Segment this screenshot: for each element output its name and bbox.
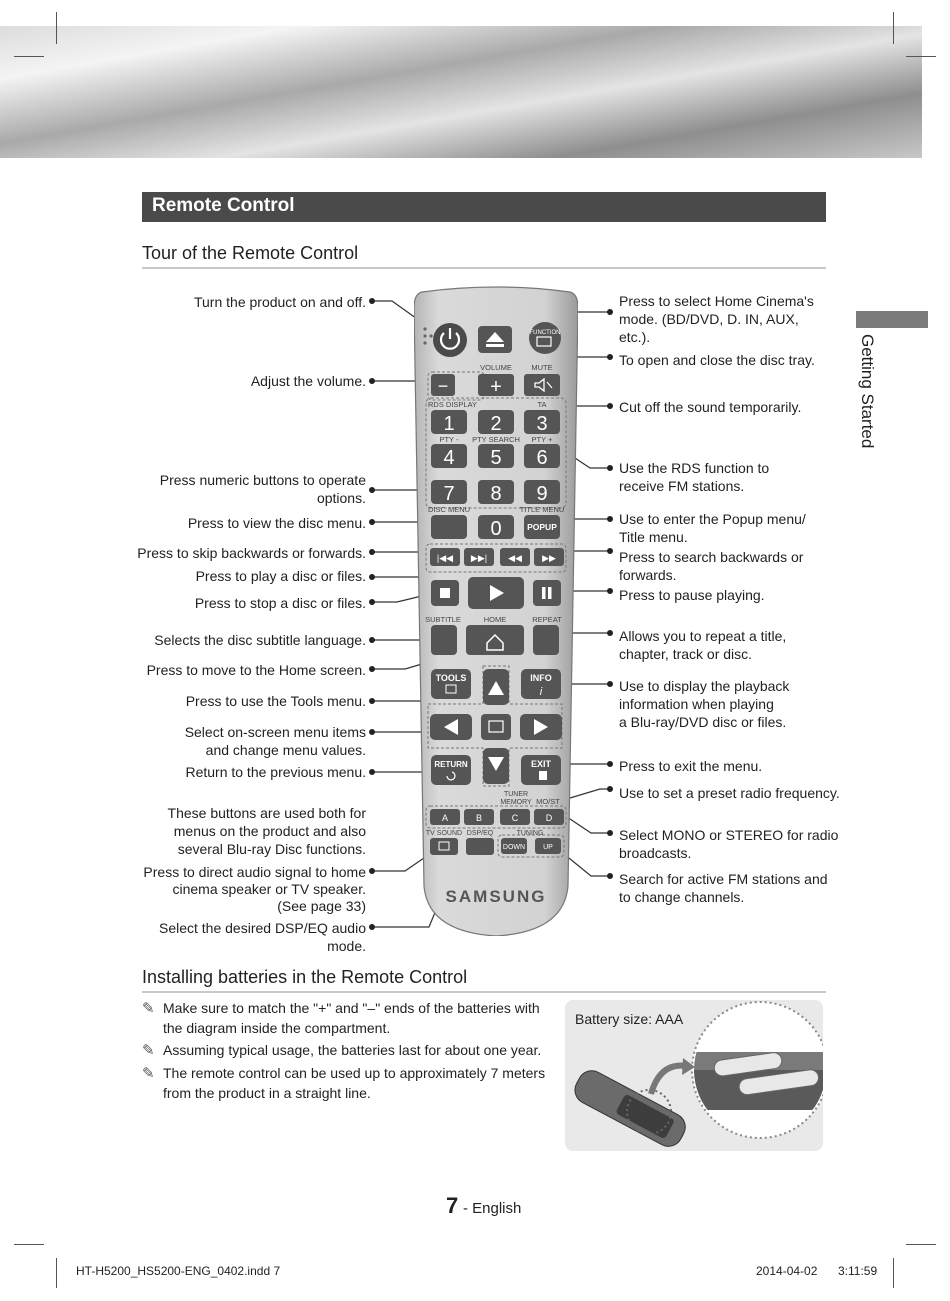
digit-8-button (478, 480, 514, 505)
stop-button (431, 580, 459, 606)
svg-text:i: i (539, 686, 543, 698)
svg-text:VOLUME: VOLUME (480, 363, 512, 372)
label-eject: To open and close the disc tray. (619, 352, 815, 368)
eject-button (478, 326, 512, 353)
svg-text:FUNCTION: FUNCTION (529, 330, 561, 336)
label-volume: Adjust the volume. (250, 373, 366, 389)
function-button (529, 322, 561, 354)
volume-up-button (478, 374, 514, 398)
popup-button (524, 515, 560, 539)
volume-down-button (431, 374, 455, 396)
left-arrow-button (430, 714, 472, 740)
remote-control-illustration (414, 286, 578, 936)
page-language: - English (463, 1200, 522, 1217)
svg-text:DSP/EQ: DSP/EQ (466, 830, 494, 837)
tools-button (431, 669, 471, 699)
disc-menu-button (431, 515, 467, 539)
label-skip: Press to skip backwards or forwards. (137, 545, 366, 561)
svg-text:3: 3 (536, 413, 548, 435)
label-popup: Use to enter the Popup menu/ (619, 511, 806, 527)
home-button (466, 625, 524, 655)
label-tv-sound-2: cinema speaker or TV speaker. (172, 881, 366, 897)
footer-time: 3:11:59 (838, 1264, 878, 1278)
label-home: Press to move to the Home screen. (146, 662, 366, 678)
side-tab-label: Getting Started (858, 334, 877, 449)
digit-6-button (524, 444, 560, 469)
svg-text:TOOLS: TOOLS (435, 673, 467, 683)
note-pencil-icon: ✎ (142, 1042, 155, 1059)
svg-text:PTY -: PTY - (439, 435, 459, 444)
label-stop: Press to stop a disc or files. (194, 595, 366, 611)
svg-text:2: 2 (490, 413, 502, 435)
heading-rule (142, 991, 826, 993)
svg-text:▶▶|: ▶▶| (470, 553, 488, 563)
svg-text:◀◀: ◀◀ (508, 553, 522, 563)
label-function-3: etc.). (619, 329, 651, 345)
tuning-up-button (535, 838, 561, 854)
svg-text:INFO: INFO (530, 673, 552, 683)
note-pencil-icon: ✎ (142, 1000, 155, 1017)
label-popup-2: Title menu. (619, 529, 688, 545)
crop-mark (14, 1244, 44, 1245)
svg-text:UP: UP (543, 844, 553, 851)
battery-note-1: Make sure to match the "+" and "–" ends of the batteries with (163, 1000, 540, 1016)
svg-text:|◀◀: |◀◀ (436, 553, 454, 563)
svg-text:RDS DISPLAY: RDS DISPLAY (428, 400, 478, 409)
crop-mark (893, 1258, 894, 1288)
exit-button (521, 755, 561, 785)
svg-text:6: 6 (536, 447, 548, 469)
label-play: Press to play a disc or files. (195, 568, 366, 584)
tuning-down-button (501, 838, 527, 854)
svg-text:MUTE: MUTE (531, 363, 553, 372)
svg-text:SAMSUNG: SAMSUNG (445, 887, 547, 906)
crop-mark (906, 1244, 936, 1245)
enter-button (481, 714, 511, 740)
label-repeat-2: chapter, track or disc. (619, 646, 753, 662)
label-rds: Use the RDS function to (619, 460, 770, 476)
label-color-buttons-3: several Blu-ray Disc functions. (177, 841, 366, 857)
digit-3-button (524, 410, 560, 435)
svg-text:7: 7 (443, 483, 455, 505)
label-info-2: information when playing (619, 696, 774, 712)
down-arrow-button (483, 748, 509, 784)
info-button (521, 669, 561, 699)
label-color-buttons: These buttons are used both for (167, 805, 366, 821)
footer-date: 2014-04-02 (756, 1264, 818, 1278)
label-return: Return to the previous menu. (185, 764, 366, 780)
label-function-2: mode. (BD/DVD, D. IN, AUX, (619, 311, 799, 327)
digit-1-button (431, 410, 467, 435)
label-info: Use to display the playback (619, 678, 790, 694)
svg-text:C: C (511, 813, 519, 823)
note-pencil-icon: ✎ (142, 1065, 155, 1082)
label-tuning: Search for active FM stations and (619, 871, 828, 887)
return-button (431, 755, 471, 785)
label-subtitle: Selects the disc subtitle language. (154, 632, 366, 648)
label-numeric: Press numeric buttons to operate (159, 472, 366, 488)
label-function: Press to select Home Cinema's (619, 293, 814, 309)
tour-heading: Tour of the Remote Control (142, 243, 359, 263)
svg-text:TUNING: TUNING (516, 830, 544, 837)
svg-text:TITLE MENU: TITLE MENU (519, 505, 565, 514)
label-tv-sound-3: (See page 33) (277, 898, 366, 914)
svg-text:TV SOUND: TV SOUND (425, 830, 463, 837)
svg-text:PTY +: PTY + (531, 435, 553, 444)
footer-file: HT-H5200_HS5200-ENG_0402.indd 7 (76, 1264, 281, 1278)
svg-text:REPEAT: REPEAT (532, 615, 562, 624)
digit-2-button (478, 410, 514, 435)
label-pause: Press to pause playing. (619, 587, 765, 603)
label-numeric-2: options. (316, 490, 366, 506)
svg-text:TUNERMEMORY: TUNER MEMORY (500, 791, 532, 806)
tv-sound-button (430, 838, 458, 855)
label-search-2: forwards. (619, 567, 677, 583)
digit-9-button (524, 480, 560, 505)
label-navigation-2: and change menu values. (205, 742, 366, 758)
svg-text:+: + (490, 376, 502, 398)
svg-text:8: 8 (490, 483, 502, 505)
label-tuner-memory: Use to set a preset radio frequency. (619, 785, 840, 801)
label-power: Turn the product on and off. (193, 294, 366, 310)
label-tuning-2: to change channels. (619, 889, 745, 905)
play-button (468, 577, 524, 609)
svg-text:EXIT: EXIT (530, 759, 552, 769)
pause-button (533, 580, 561, 606)
crop-mark (56, 1258, 57, 1288)
digit-5-button (478, 444, 514, 469)
battery-insertion-illustration (565, 1000, 823, 1151)
power-button (433, 323, 467, 357)
svg-text:5: 5 (490, 447, 502, 469)
page-number: 7 (446, 1193, 459, 1218)
digit-0-button (478, 515, 514, 540)
svg-text:HOME: HOME (483, 615, 507, 624)
svg-text:9: 9 (536, 483, 548, 505)
svg-text:DISC MENU: DISC MENU (427, 505, 471, 514)
label-mo-st: Select MONO or STEREO for radio (619, 827, 839, 843)
svg-text:1: 1 (443, 413, 455, 435)
batteries-heading: Installing batteries in the Remote Control (142, 967, 468, 987)
label-mo-st-2: broadcasts. (619, 845, 692, 861)
battery-size-label: Battery size: AAA (575, 1011, 684, 1027)
label-rds-2: receive FM stations. (619, 478, 745, 494)
label-exit: Press to exit the menu. (619, 758, 763, 774)
label-mute: Cut off the sound temporarily. (619, 399, 802, 415)
battery-note-3b: from the product in a straight line. (163, 1085, 371, 1101)
svg-text:A: A (441, 813, 449, 823)
svg-text:−: − (437, 376, 449, 396)
label-repeat: Allows you to repeat a title, (619, 628, 787, 644)
svg-text:PTY SEARCH: PTY SEARCH (472, 435, 520, 444)
label-color-buttons-2: menus on the product and also (173, 823, 366, 839)
battery-note-3: The remote control can be used up to approximately 7 meters (163, 1065, 546, 1081)
svg-text:MO/ST: MO/ST (536, 797, 560, 806)
digit-4-button (431, 444, 467, 469)
svg-text:0: 0 (490, 518, 502, 540)
dsp-eq-button (466, 838, 494, 855)
svg-text:D: D (545, 813, 553, 823)
battery-note-1b: the diagram inside the compartment. (163, 1020, 391, 1036)
mute-button (524, 374, 560, 396)
up-arrow-button (483, 669, 509, 705)
label-tools: Press to use the Tools menu. (185, 693, 366, 709)
label-search: Press to search backwards or (619, 549, 804, 565)
svg-text:POPUP: POPUP (527, 522, 557, 532)
svg-text:TA: TA (537, 400, 547, 409)
label-info-3: a Blu-ray/DVD disc or files. (619, 714, 787, 730)
svg-text:RETURN: RETURN (434, 760, 468, 769)
svg-text:▶▶: ▶▶ (542, 553, 556, 563)
svg-text:B: B (475, 813, 483, 823)
label-dsp-eq-2: mode. (327, 938, 366, 954)
label-disc-menu: Press to view the disc menu. (187, 515, 366, 531)
svg-text:4: 4 (443, 447, 455, 469)
section-title: Remote Control (152, 195, 295, 216)
label-navigation: Select on-screen menu items (184, 724, 366, 740)
svg-text:DOWN: DOWN (502, 844, 526, 851)
battery-note-2: Assuming typical usage, the batteries last for about one year. (163, 1042, 542, 1058)
svg-text:SUBTITLE: SUBTITLE (425, 615, 461, 624)
label-dsp-eq: Select the desired DSP/EQ audio (158, 920, 366, 936)
label-tv-sound: Press to direct audio signal to home (143, 864, 366, 880)
digit-7-button (431, 480, 467, 505)
right-arrow-button (520, 714, 562, 740)
